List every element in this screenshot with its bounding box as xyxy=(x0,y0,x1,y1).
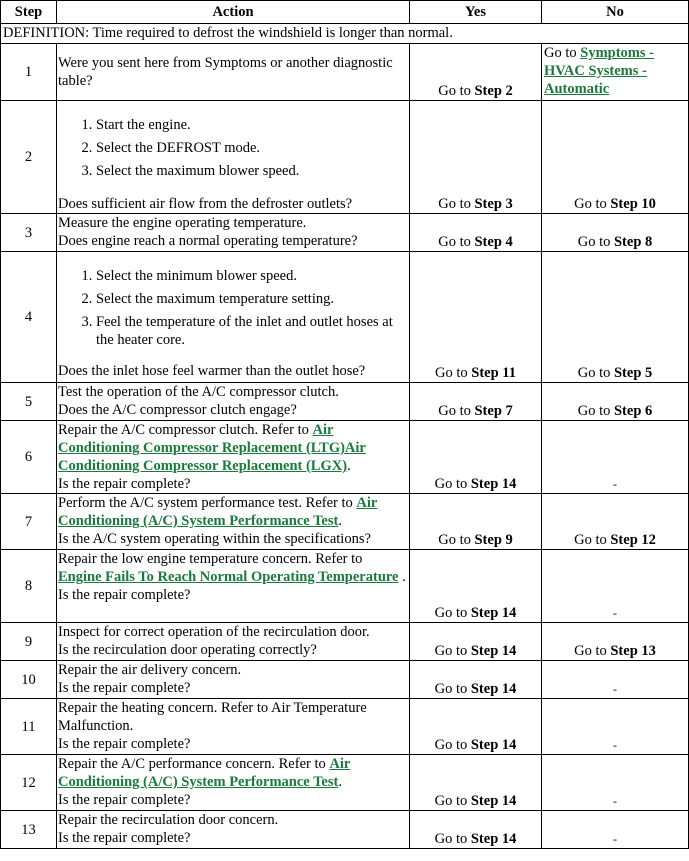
question-text: Is the repair complete? xyxy=(58,830,191,846)
action-lead: Repair the A/C compressor clutch. Refer to xyxy=(58,422,313,438)
step-number: 1 xyxy=(1,44,57,101)
yes-cell xyxy=(410,421,542,494)
action-cell xyxy=(57,421,410,494)
action-text: Measure the engine operating temperature. xyxy=(58,215,307,231)
goto-text: Go to xyxy=(574,196,611,212)
step-number: 7 xyxy=(1,494,57,550)
list-item: 3. Select the maximum blower speed. xyxy=(96,162,408,180)
question-text: Is the repair complete? xyxy=(58,587,191,603)
yes-step[interactable]: Step 11 xyxy=(471,365,516,381)
table-row xyxy=(1,252,689,383)
action-tail: . xyxy=(347,458,351,474)
yes-step[interactable]: Step 2 xyxy=(474,83,513,99)
goto-text: Go to xyxy=(438,196,475,212)
question-text: Does the A/C compressor clutch engage? xyxy=(58,402,297,418)
procedure-list xyxy=(58,116,408,180)
step-number: 12 xyxy=(1,755,57,811)
ac-performance-test-link[interactable]: Air Conditioning (A/C) System Performance Test xyxy=(58,495,378,529)
table-row xyxy=(1,699,689,755)
step-number: 3 xyxy=(1,214,57,252)
header-yes: Yes xyxy=(410,1,542,24)
action-cell xyxy=(57,214,410,252)
question-text: Is the repair complete? xyxy=(58,680,191,696)
no-step[interactable]: Step 6 xyxy=(613,403,653,419)
action-lead: Repair the A/C performance concern. Refer to xyxy=(58,756,330,772)
yes-step[interactable]: Step 14 xyxy=(470,681,517,697)
step-number: 9 xyxy=(1,623,57,661)
yes-step[interactable]: Step 14 xyxy=(470,793,517,809)
header-row xyxy=(1,1,689,24)
step-number: 13 xyxy=(1,811,57,849)
no-step[interactable]: Step 13 xyxy=(610,643,656,659)
goto-text: Go to xyxy=(574,532,611,548)
no-cell: - xyxy=(542,755,689,811)
goto-text: Go to xyxy=(434,793,471,809)
list-item: 1. Select the minimum blower speed. xyxy=(96,267,408,285)
table-row xyxy=(1,494,689,550)
action-cell xyxy=(57,494,410,550)
yes-cell xyxy=(410,494,542,550)
action-cell xyxy=(57,101,410,214)
yes-step[interactable]: Step 14 xyxy=(470,605,517,621)
definition-row xyxy=(1,24,689,44)
yes-cell xyxy=(410,44,542,101)
yes-cell xyxy=(410,252,542,383)
yes-step[interactable]: Step 14 xyxy=(470,643,517,659)
goto-text: Go to xyxy=(434,643,471,659)
yes-step[interactable]: Step 14 xyxy=(470,737,517,753)
action-tail: . xyxy=(338,513,342,529)
table-row xyxy=(1,383,689,421)
engine-temperature-link[interactable]: Engine Fails To Reach Normal Operating Temperature xyxy=(58,569,399,585)
yes-cell xyxy=(410,699,542,755)
table-row xyxy=(1,421,689,494)
yes-step[interactable]: Step 3 xyxy=(474,196,513,212)
yes-cell xyxy=(410,550,542,623)
yes-step[interactable]: Step 14 xyxy=(470,476,517,492)
goto-text: Go to xyxy=(438,234,475,250)
no-cell: - xyxy=(542,661,689,699)
no-cell xyxy=(542,494,689,550)
list-item: 1. Start the engine. xyxy=(96,116,408,134)
yes-cell xyxy=(410,755,542,811)
no-cell: - xyxy=(542,699,689,755)
table-row xyxy=(1,661,689,699)
action-cell xyxy=(57,44,410,101)
yes-step[interactable]: Step 9 xyxy=(474,532,513,548)
action-text: Inspect for correct operation of the recirculation door. xyxy=(58,624,370,640)
question-text: Does the inlet hose feel warmer than the outlet hose? xyxy=(58,363,366,379)
question-text: Were you sent here from Symptoms or another diagnostic table? xyxy=(58,55,393,89)
question-text: Is the repair complete? xyxy=(58,792,191,808)
action-text xyxy=(58,494,408,530)
list-item: 2. Select the DEFROST mode. xyxy=(96,139,408,157)
action-cell xyxy=(57,623,410,661)
step-number: 11 xyxy=(1,699,57,755)
yes-cell xyxy=(410,661,542,699)
no-cell xyxy=(542,214,689,252)
question-text: Does sufficient air flow from the defroster outlets? xyxy=(58,196,353,212)
action-cell xyxy=(57,383,410,421)
action-cell xyxy=(57,755,410,811)
action-lead: Perform the A/C system performance test. Refer to xyxy=(58,495,357,511)
goto-text: Go to xyxy=(438,403,475,419)
yes-cell xyxy=(410,383,542,421)
table-row xyxy=(1,811,689,849)
header-action: Action xyxy=(57,1,410,24)
action-text: Test the operation of the A/C compressor clutch. xyxy=(58,384,339,400)
step-number: 4 xyxy=(1,252,57,383)
no-cell xyxy=(542,44,689,101)
yes-step[interactable]: Step 7 xyxy=(474,403,513,419)
ac-performance-test-link[interactable]: Air Conditioning (A/C) System Performance Test xyxy=(58,756,351,790)
table-row xyxy=(1,755,689,811)
action-cell xyxy=(57,550,410,623)
action-cell xyxy=(57,699,410,755)
list-item: 3. Feel the temperature of the inlet and outlet hoses at the heater core. xyxy=(96,313,408,349)
table-row xyxy=(1,550,689,623)
no-step[interactable]: Step 8 xyxy=(613,234,653,250)
table-row xyxy=(1,214,689,252)
action-cell xyxy=(57,811,410,849)
action-text: Repair the heating concern. Refer to Air Temperature Malfunction. xyxy=(58,700,367,734)
goto-text: Go to xyxy=(435,365,472,381)
question-text: Is the A/C system operating within the specifications? xyxy=(58,531,371,547)
question-text: Is the repair complete? xyxy=(58,476,191,492)
action-lead: Repair the low engine temperature concern. Refer to xyxy=(58,551,363,567)
no-cell: - xyxy=(542,811,689,849)
goto-text: Go to xyxy=(434,831,471,847)
question-text: Does engine reach a normal operating temperature? xyxy=(58,233,358,249)
step-number: 10 xyxy=(1,661,57,699)
compressor-replacement-link[interactable]: Air Conditioning Compressor Replacement (LTG)Air Conditioning Compressor Replacement (LGX) xyxy=(58,422,366,474)
goto-text: Go to xyxy=(434,681,471,697)
header-step: Step xyxy=(1,1,57,24)
action-text xyxy=(58,755,408,791)
no-cell xyxy=(542,101,689,214)
action-tail: . xyxy=(398,569,406,585)
goto-text: Go to xyxy=(577,403,614,419)
no-cell xyxy=(542,383,689,421)
action-text xyxy=(58,421,408,475)
yes-cell xyxy=(410,214,542,252)
header-no: No xyxy=(542,1,689,24)
table-row xyxy=(1,623,689,661)
table-row xyxy=(1,44,689,101)
no-step[interactable]: Step 12 xyxy=(610,532,656,548)
yes-step[interactable]: Step 4 xyxy=(474,234,513,250)
action-text: Repair the recirculation door concern. xyxy=(58,812,279,828)
goto-text: Go to xyxy=(574,643,611,659)
no-cell xyxy=(542,252,689,383)
step-number: 5 xyxy=(1,383,57,421)
question-text: Is the recirculation door operating correctly? xyxy=(58,642,317,658)
step-number: 6 xyxy=(1,421,57,494)
yes-cell xyxy=(410,623,542,661)
step-number: 8 xyxy=(1,550,57,623)
yes-cell xyxy=(410,101,542,214)
no-step[interactable]: Step 5 xyxy=(613,365,653,381)
goto-text: Go to xyxy=(434,737,471,753)
action-cell xyxy=(57,252,410,383)
symptoms-hvac-link[interactable]: Symptoms - HVAC Systems - Automatic xyxy=(544,45,654,97)
goto-text: Go to xyxy=(438,532,475,548)
action-cell xyxy=(57,661,410,699)
goto-text: Go to xyxy=(434,605,471,621)
goto-text: Go to xyxy=(438,83,475,99)
action-tail: . xyxy=(338,774,342,790)
table-row xyxy=(1,101,689,214)
procedure-list xyxy=(58,267,408,349)
yes-step[interactable]: Step 14 xyxy=(470,831,517,847)
yes-cell xyxy=(410,811,542,849)
action-text xyxy=(58,550,408,586)
no-cell xyxy=(542,623,689,661)
goto-text: Go to xyxy=(434,476,471,492)
no-cell: - xyxy=(542,550,689,623)
goto-text: Go to xyxy=(544,45,581,61)
no-cell: - xyxy=(542,421,689,494)
step-number: 2 xyxy=(1,101,57,214)
list-item: 2. Select the maximum temperature setting. xyxy=(96,290,408,308)
question-text: Is the repair complete? xyxy=(58,736,191,752)
goto-text: Go to xyxy=(577,365,614,381)
action-text: Repair the air delivery concern. xyxy=(58,662,242,678)
definition-text: DEFINITION: Time required to defrost the windshield is longer than normal. xyxy=(1,24,689,44)
no-step[interactable]: Step 10 xyxy=(610,196,656,212)
goto-text: Go to xyxy=(577,234,614,250)
